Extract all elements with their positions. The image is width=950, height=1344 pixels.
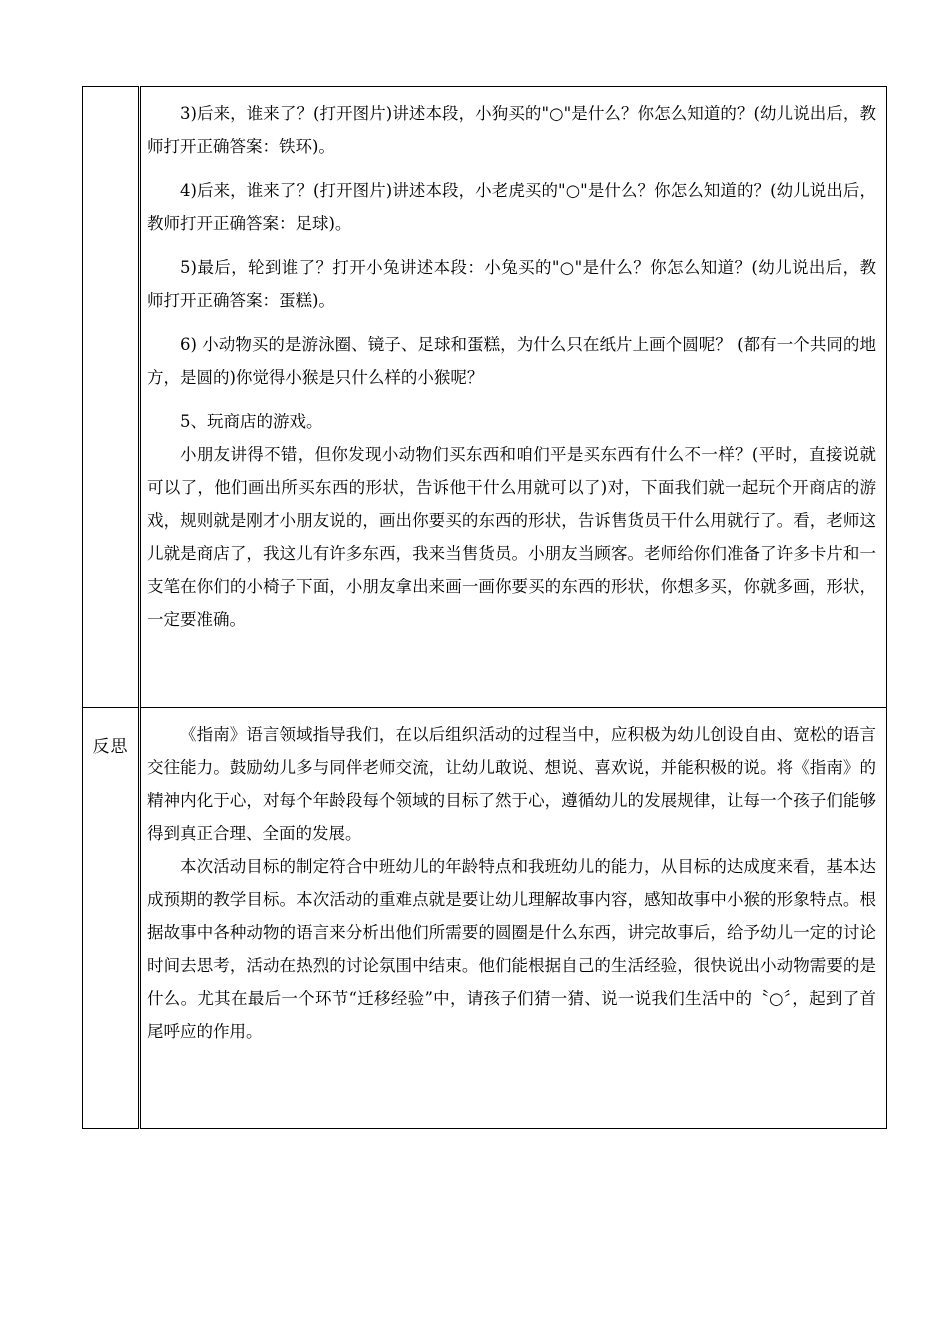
- process-paragraph-3: 5)最后，轮到谁了？打开小兔讲述本段：小兔买的"○"是什么？你怎么知道？(幼儿说出后，教师打开正确答案：蛋糕)。: [147, 258, 876, 310]
- process-paragraph-store-game: 小朋友讲得不错，但你发现小动物们买东西和咱们平是买东西有什么不一样？(平时，直接说就可以了，他们画出所买东西的形状，告诉他干什么用就可以了)对，下面我们就一起玩个开商店的游戏，规则就是刚才小朋友说的，画出你要买的东西的形状，告诉售货员干什么用就行了。看，老师这儿就是商店了，我这儿有许多东西，我来当售货员。小朋友当顾客。老师给你们准备了许多卡片和一支笔在你们的小椅子下面，小朋友拿出来画一画你要买的东西的形状，你想多买，你就多画，形状，一定要准确。: [147, 445, 876, 629]
- process-paragraph-1: 3)后来，谁来了？(打开图片)讲述本段，小狗买的"○"是什么？你怎么知道的？(幼儿说出后，教师打开正确答案：铁环)。: [147, 104, 876, 156]
- reflection-paragraph-2: 本次活动目标的制定符合中班幼儿的年龄特点和我班幼儿的能力，从目标的达成度来看，基本达成预期的教学目标。本次活动的重难点就是要让幼儿理解故事内容，感知故事中小猴的形象特点。根据故事中各种动物的语言来分析出他们所需要的圆圈是什么东西，讲完故事后，给予幼儿一定的讨论时间去思考，活动在热烈的讨论氛围中结束。他们能根据自己的生活经验，很快说出小动物需要的是什么。尤其在最后一个环节“迁移经验”中，请孩子们猜一猜、说一说我们生活中的〝○〞，起到了首尾呼应的作用。: [147, 857, 876, 1041]
- process-label-cell: [83, 87, 140, 708]
- reflection-row: [83, 708, 887, 1129]
- process-content-cell: [140, 87, 887, 708]
- reflection-label: 反思: [92, 737, 129, 757]
- lesson-plan-table: [82, 86, 887, 1129]
- reflection-paragraph-1: 《指南》语言领域指导我们，在以后组织活动的过程当中，应积极为幼儿创设自由、宽松的语言交往能力。鼓励幼儿多与同伴老师交流，让幼儿敢说、想说、喜欢说，并能积极的说。将《指南》的精神内化于心，对每个年龄段每个领域的目标了然于心，遵循幼儿的发展规律，让每一个孩子们能够得到真正合理、全面的发展。: [147, 725, 876, 843]
- process-heading-store-game: 5、玩商店的游戏。: [180, 412, 323, 431]
- reflection-content-cell: [140, 708, 887, 1129]
- process-paragraph-2: 4)后来，谁来了？(打开图片)讲述本段，小老虎买的"○"是什么？你怎么知道的？(幼儿说出后，教师打开正确答案：足球)。: [147, 181, 876, 233]
- process-row: [83, 87, 887, 708]
- process-paragraph-4: 6) 小动物买的是游泳圈、镜子、足球和蛋糕，为什么只在纸片上画个圆呢？ (都有一个共同的地方，是圆的)你觉得小猴是只什么样的小猴呢？: [147, 335, 876, 387]
- reflection-label-cell: [83, 708, 140, 1129]
